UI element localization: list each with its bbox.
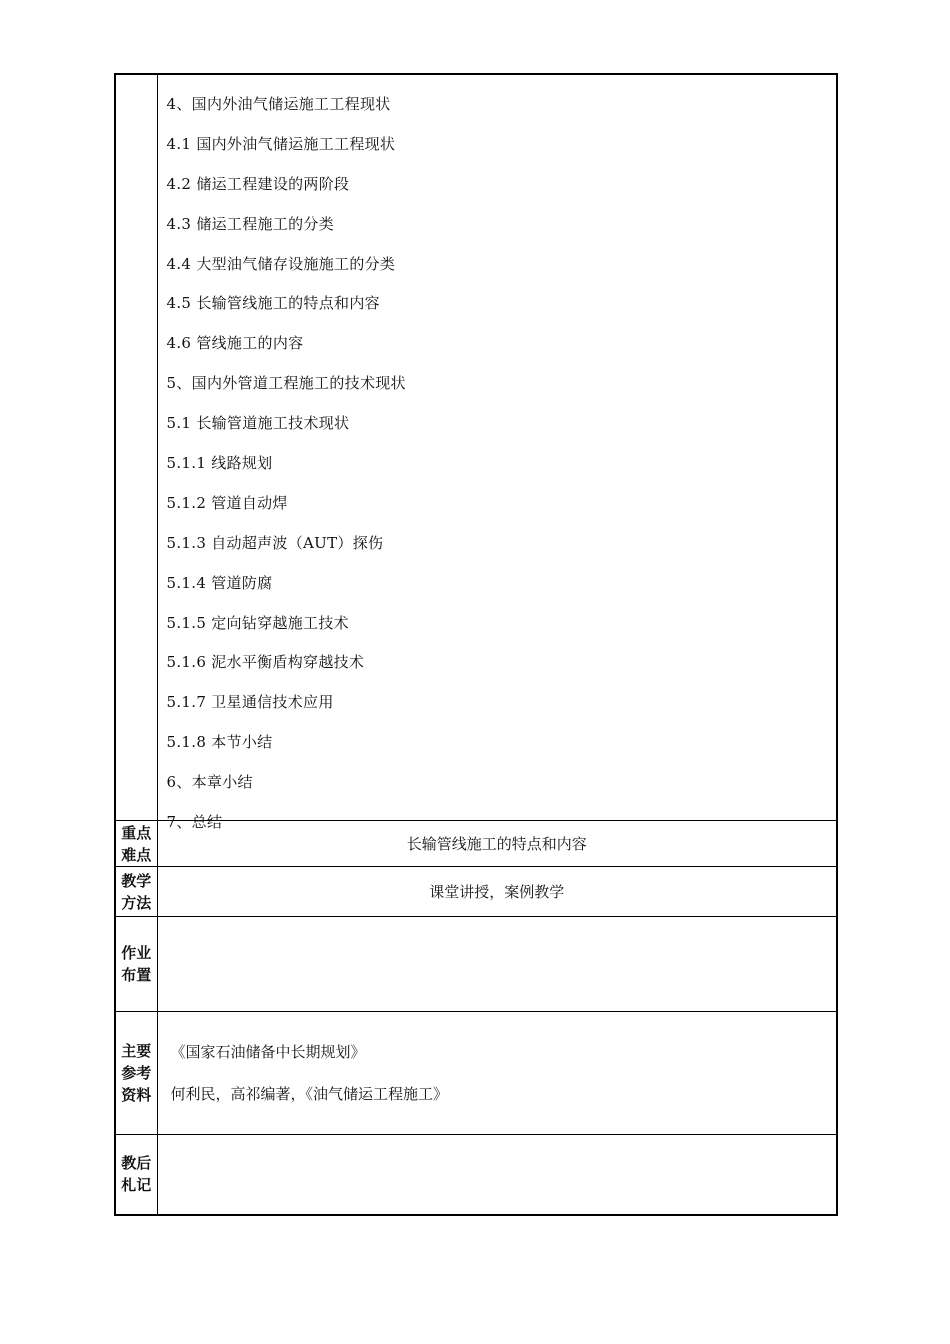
references-row [115,1012,837,1135]
outline-item: 5.1.3 自动超声波（AUT）探伤 [166,533,384,552]
homework-row [115,917,837,1012]
references-label: 主要 参考 资料 [115,1012,157,1135]
reference-item: 何利民，高祁编著，《油气储运工程施工》 [170,1085,449,1103]
lesson-plan-table [114,73,838,1216]
outline-item: 4.3 储运工程施工的分类 [166,214,335,233]
outline-item: 5.1.1 线路规划 [166,454,273,473]
outline-item: 5.1 长输管道施工技术现状 [166,414,350,433]
outline-item: 4、国内外油气储运施工工程现状 [166,95,391,113]
outline-item: 5.1.7 卫星通信技术应用 [166,693,334,712]
outline-item: 4.5 长输管线施工的特点和内容 [166,294,380,313]
reference-item: 《国家石油储备中长期规划》 [170,1043,366,1061]
homework-label: 作业 布置 [115,917,157,1012]
key-points-label: 重点 难点 [115,821,157,867]
outline-item: 6、本章小结 [166,773,253,792]
outline-item: 5.1.8 本节小结 [166,733,273,752]
outline-item: 4.2 储运工程建设的两阶段 [166,174,350,193]
references-value [157,1012,837,1135]
notes-value [157,1135,837,1215]
key-points-row [115,821,837,867]
method-value: 课堂讲授，案例教学 [157,867,837,917]
outline-item: 4.4 大型油气储存设施施工的分类 [166,254,396,273]
outline-item: 5、国内外管道工程施工的技术现状 [166,374,406,393]
method-row [115,867,837,917]
outline-item: 5.1.2 管道自动焊 [166,493,288,512]
outline-item: 5.1.5 定向钻穿越施工技术 [166,613,349,632]
outline-item: 7、总结 [166,813,223,832]
key-points-value: 长输管线施工的特点和内容 [157,821,837,867]
outline-item: 4.6 管线施工的内容 [166,334,304,353]
outline-list [158,75,837,832]
outline-item: 5.1.4 管道防腐 [166,573,273,592]
notes-row [115,1135,837,1215]
outline-label-cell [115,74,157,821]
outline-row [115,74,837,821]
notes-label: 教后 札记 [115,1135,157,1215]
outline-item: 4.1 国内外油气储运施工工程现状 [166,134,396,153]
outline-content-cell [157,74,837,832]
method-label: 教学 方法 [115,867,157,917]
homework-value [157,917,837,1012]
outline-item: 5.1.6 泥水平衡盾构穿越技术 [166,653,365,672]
